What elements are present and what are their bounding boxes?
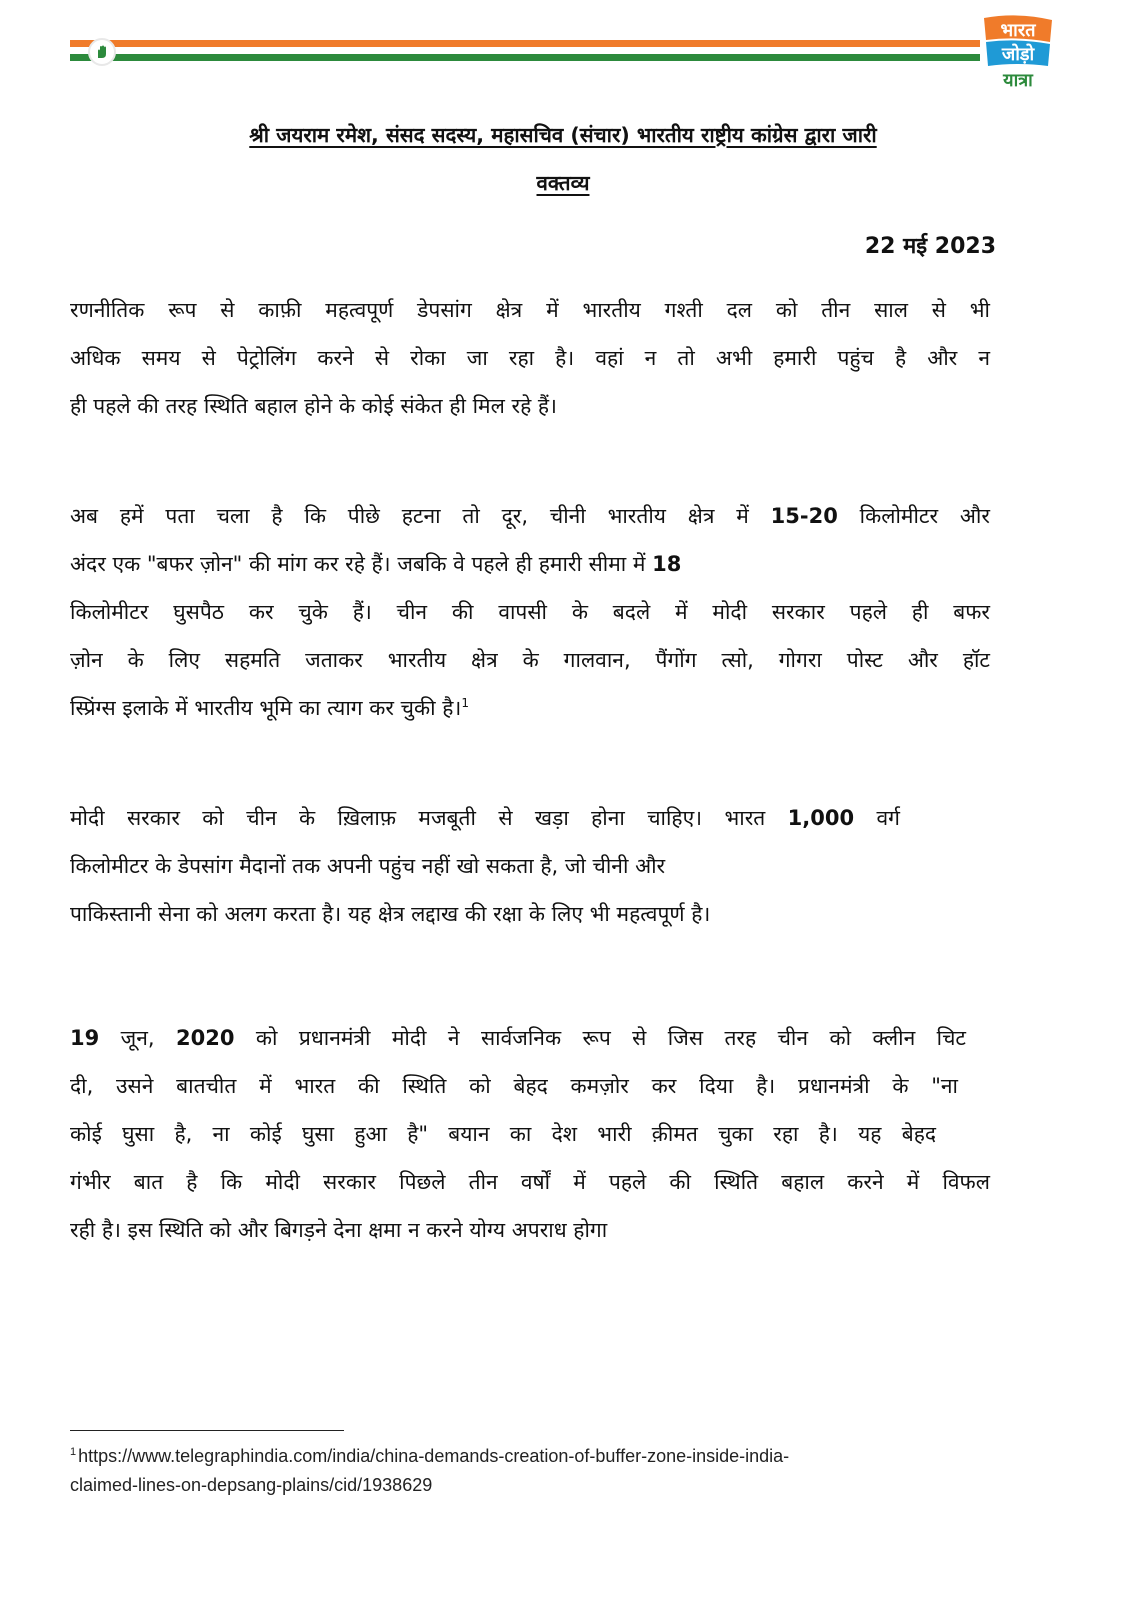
paragraph-2 (70, 492, 990, 732)
bharat-jodo-yatra-logo (982, 14, 1054, 96)
paragraph-3-line-2: किलोमीटर के डेपसांग मैदानों तक अपनी पहुंच नहीं खो सकता है, जो चीनी और (70, 854, 666, 878)
footnote-url-part-1[interactable]: https://www.telegraphindia.com/india/china-demands-creation-of-buffer-zone-inside-india- (78, 1446, 790, 1466)
paragraph-4-line-4: गंभीर बात है कि मोदी सरकार पिछले तीन वर्षों में पहले की स्थिति बहाल करने में विफल (70, 1170, 990, 1194)
text-segment: मोदी सरकार को चीन के ख़िलाफ़ मजबूती से खड़ा होना चाहिए। भारत (70, 806, 788, 830)
logo-line-2: जोड़ो (1001, 44, 1035, 65)
bold-number: 18 (652, 552, 682, 576)
text-segment: स्प्रिंग्स इलाके में भारतीय भूमि का त्याग कर चुकी है। (70, 696, 462, 720)
paragraph-4-line-5: रही है। इस स्थिति को और बिगड़ने देना क्षमा न करने योग्य अपराध होगा (70, 1218, 608, 1242)
bold-number: 19 (70, 1026, 100, 1050)
statement-date: 22 मई 2023 (864, 234, 996, 259)
paragraph-2-line-1 (70, 492, 990, 540)
statement-title-line-2: वक्तव्य (536, 171, 590, 195)
paragraph-4-line-3: कोई घुसा है, ना कोई घुसा हुआ है" बयान का देश भारी क़ीमत चुका रहा है। यह बेहद (70, 1122, 936, 1146)
saffron-stripe (70, 40, 980, 47)
footnote-url-part-2[interactable]: claimed-lines-on-depsang-plains/cid/1938629 (70, 1475, 433, 1495)
paragraph-3 (70, 794, 990, 938)
paragraph-1-line-2: अधिक समय से पेट्रोलिंग करने से रोका जा रहा है। वहां न तो अभी हमारी पहुंच है और न (70, 346, 990, 370)
header-tricolor-band (70, 40, 980, 64)
footnote-divider (70, 1430, 344, 1431)
paragraph-3-line-3: पाकिस्तानी सेना को अलग करता है। यह क्षेत्र लद्दाख की रक्षा के लिए भी महत्वपूर्ण है। (70, 902, 711, 926)
text-segment: किलोमीटर और (837, 504, 990, 528)
white-stripe (70, 47, 980, 54)
paragraph-4-line-1 (70, 1014, 966, 1062)
text-segment: को प्रधानमंत्री मोदी ने सार्वजनिक रूप से जिस तरह चीन को क्लीन चिट (234, 1026, 967, 1050)
logo-line-1: भारत (1000, 20, 1036, 41)
footnote (70, 1442, 1030, 1500)
footnote-number: 1 (70, 1446, 77, 1458)
statement-title-line-1: श्री जयराम रमेश, संसद सदस्य, महासचिव (संचार) भारतीय राष्ट्रीय कांग्रेस द्वारा जारी (249, 123, 877, 147)
text-segment: अंदर एक "बफर ज़ोन" की मांग कर रहे हैं। जबकि वे पहले ही हमारी सीमा में (70, 552, 653, 576)
text-segment: जून, (99, 1026, 177, 1050)
text-segment: वर्ग (854, 806, 900, 830)
bold-number: 15-20 (770, 504, 838, 528)
paragraph-1 (70, 286, 990, 430)
congress-hand-icon (88, 38, 116, 66)
paragraph-1-line-1: रणनीतिक रूप से काफ़ी महत्वपूर्ण डेपसांग क्षेत्र में भारतीय गश्ती दल को तीन साल से भी (70, 298, 990, 322)
text-segment: अब हमें पता चला है कि पीछे हटना तो दूर, चीनी भारतीय क्षेत्र में (70, 504, 771, 528)
paragraph-3-line-1 (70, 794, 900, 842)
green-stripe (70, 54, 980, 61)
paragraph-2-line-3: किलोमीटर घुसपैठ कर चुके हैं। चीन की वापसी के बदले में मोदी सरकार पहले ही बफर (70, 600, 990, 624)
paragraph-2-line-4: ज़ोन के लिए सहमति जताकर भारतीय क्षेत्र के गालवान, पैंगोंग त्सो, गोगरा पोस्ट और हॉट (70, 648, 990, 672)
logo-line-3: यात्रा (1003, 70, 1033, 91)
paragraph-4-line-2: दी, उसने बातचीत में भारत की स्थिति को बेहद कमज़ोर कर दिया है। प्रधानमंत्री के "ना (70, 1074, 958, 1098)
paragraph-2-line-2 (70, 540, 990, 588)
bold-number: 1,000 (787, 806, 855, 830)
bold-number: 2020 (176, 1026, 235, 1050)
footnote-reference: 1 (461, 696, 470, 710)
paragraph-4 (70, 1014, 990, 1254)
paragraph-1-line-3: ही पहले की तरह स्थिति बहाल होने के कोई संकेत ही मिल रहे हैं। (70, 394, 558, 418)
footnote-line-1 (70, 1442, 1030, 1471)
paragraph-2-line-5 (70, 684, 990, 732)
